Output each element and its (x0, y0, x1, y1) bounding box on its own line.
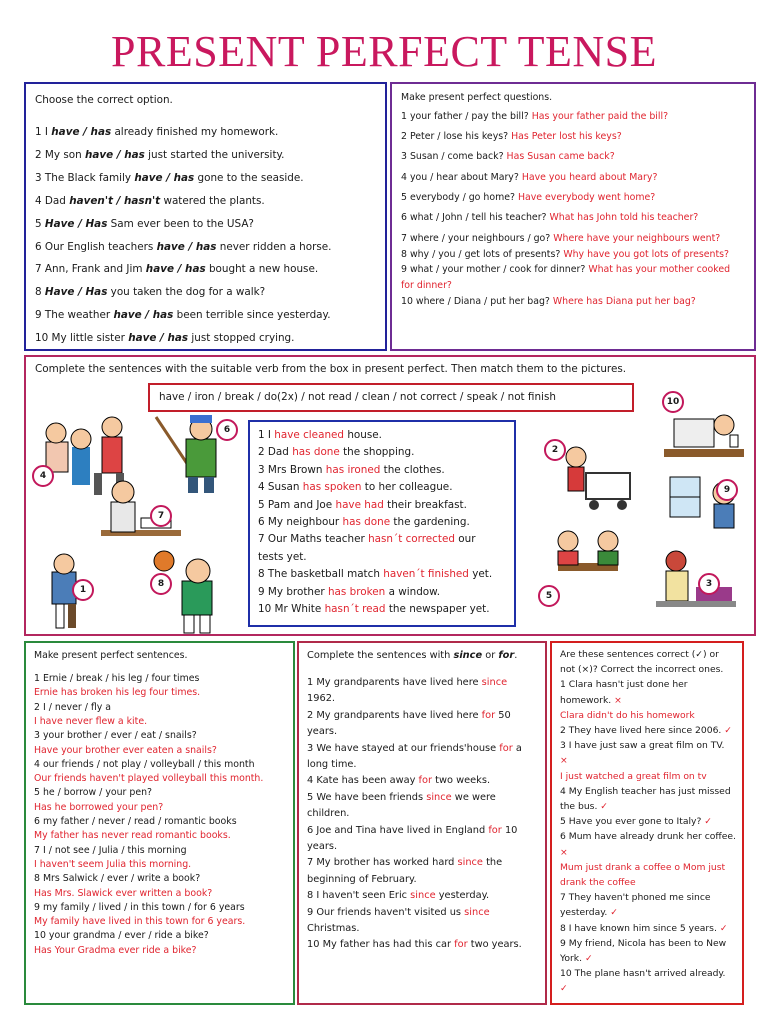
item-text: a (512, 742, 522, 754)
sentence-line (307, 808, 349, 819)
sentence-line (560, 938, 726, 949)
exercise-item (35, 195, 265, 207)
sentence-line (560, 877, 636, 888)
question-prompt: 3 Susan / come back? (401, 151, 507, 162)
sentence-line (307, 743, 522, 754)
sentence-line (307, 693, 335, 704)
item-text: the clothes. (380, 463, 445, 476)
answer-text: Has Mrs. Slawick ever written a book? (34, 887, 213, 899)
since-for-answer: since (457, 857, 483, 869)
sentence-prompt (34, 930, 209, 941)
item-text: 10 (501, 824, 518, 836)
item-text: 9 My brother (258, 585, 328, 598)
verb-answer: has spoken (302, 481, 362, 494)
sentence-line (560, 831, 736, 842)
question-prompt: 4 you / hear about Mary? (401, 172, 522, 183)
item-text: 4 Susan (258, 481, 303, 494)
sentence-line (560, 953, 593, 964)
correction-mark: drank the coffee (560, 877, 636, 888)
answer-text: Have your brother ever eaten a snails? (34, 744, 217, 756)
exercise-item (35, 286, 265, 298)
exercise-complete-verbs (24, 355, 756, 636)
shopping-cart-illustration (556, 437, 646, 517)
item-text: watered the plants. (160, 194, 265, 207)
prompt-text: 1 Ernie / break / his leg / four times (34, 673, 200, 684)
question-answer: for dinner? (401, 280, 452, 291)
page-title: PRESENT PERFECT TENSE (111, 27, 657, 76)
item-text: to her colleague. (361, 481, 453, 494)
answer-options: have / has (134, 171, 195, 184)
sentence-prompt (34, 816, 237, 827)
question-answer: Why have you got lots of presents? (563, 249, 729, 260)
exercise-item (401, 249, 729, 260)
item-text: yesterday. (560, 907, 611, 919)
item-text: the shopping. (339, 446, 415, 459)
exercise-item (35, 172, 304, 184)
item-text: not (×)? Correct the incorrect ones. (560, 664, 724, 676)
correction-mark: ✓ (704, 816, 712, 828)
item-text: 6 My neighbour (258, 516, 343, 528)
sentence-line (307, 759, 357, 770)
exercise-instruction: Complete the sentences with since or for. (307, 650, 518, 661)
exercise-make-questions (390, 82, 756, 351)
item-text: 1 I (35, 126, 52, 138)
sentence-line (560, 786, 731, 797)
verb-answer: have had (335, 498, 384, 511)
item-text: 7 They haven't phoned me since (560, 892, 711, 904)
sentence-line (307, 874, 417, 885)
verb-answer: have cleaned (274, 429, 345, 441)
verb-answer: has done (292, 446, 340, 459)
exercise-item (401, 192, 655, 203)
exercise-item (35, 241, 331, 253)
correction-mark: ✓ (560, 983, 568, 995)
sentence-answer (34, 773, 263, 784)
item-text: 7 My brother has worked hard (307, 857, 458, 869)
question-answer: What has your mother cooked (588, 264, 731, 275)
sentence-line (560, 695, 622, 706)
item-text: 10 Mr White (258, 603, 325, 615)
sentence-prompt (34, 673, 199, 684)
exercise-item (258, 516, 470, 528)
sentence-line (560, 801, 608, 812)
correction-mark: × (560, 755, 568, 767)
sentence-line (307, 710, 511, 721)
question-answer: Where have your neighbours went? (553, 233, 721, 244)
sentence-answer (34, 687, 200, 698)
item-text: homework. (560, 694, 615, 706)
since-for-answer: for (454, 939, 468, 951)
sentence-line (560, 771, 707, 782)
prompt-text: 8 Mrs Salwick / ever / write a book? (34, 873, 201, 885)
answer-options: Have / Has (44, 286, 108, 299)
prompt-text: 7 I / not see / Julia / this morning (34, 844, 187, 856)
sentence-answer (34, 716, 147, 727)
picture-number-badge: 7 (150, 505, 172, 527)
item-text: 1 Clara hasn't just done her (560, 679, 688, 691)
picture-number-badge: 1 (72, 579, 94, 601)
item-text: 4 Dad (35, 194, 70, 207)
sentence-line (307, 677, 507, 688)
since-for-answer: since (426, 791, 452, 803)
sentence-prompt (34, 873, 200, 884)
sentence-answer (34, 888, 212, 899)
item-text: the (482, 857, 503, 869)
question-prompt: 5 everybody / go home? (401, 192, 518, 203)
exercise-item (258, 551, 307, 563)
exercise-instruction: Choose the correct option. (35, 94, 173, 106)
since-for-answer: for (481, 709, 496, 721)
question-answer: Where has Diana put her bag? (552, 296, 696, 307)
item-text: 2 My son (35, 148, 85, 161)
question-answer: Have you heard about Mary? (521, 172, 658, 183)
picture-number-badge: 2 (544, 439, 566, 461)
exercise-item (401, 172, 657, 183)
sentence-line (560, 968, 725, 979)
item-text: 3 We have stayed at our friends'house (307, 742, 500, 754)
item-text: the gardening. (390, 516, 470, 528)
picture-number-badge: 9 (716, 479, 738, 501)
sentence-line (560, 755, 568, 766)
sentence-line (307, 923, 360, 934)
item-text: just stopped crying. (188, 332, 295, 345)
verb-answer: has ironed (325, 463, 381, 476)
sentence-answer (34, 859, 191, 870)
answer-text: Has he borrowed your pen? (34, 801, 164, 813)
correction-mark: ✓ (584, 953, 593, 964)
exercise-since-for (297, 641, 547, 1005)
exercise-choose-option (24, 82, 387, 351)
item-text: never ridden a horse. (216, 240, 332, 253)
answer-text: My family have lived in this town for 6 years. (34, 916, 246, 928)
correction-mark: Mum just drank a coffee o Mom just (560, 861, 726, 873)
exercise-item (35, 149, 285, 161)
question-answer: Has your father paid the bill? (531, 111, 669, 122)
sentence-prompt (34, 702, 111, 713)
prompt-text: 6 my father / never / read / romantic books (34, 816, 237, 827)
sentence-line (307, 907, 490, 918)
item-text: years. (307, 841, 338, 852)
verb-answer: hasn´t read (324, 603, 386, 615)
item-text: two weeks. (432, 775, 491, 787)
sentence-line (560, 740, 724, 751)
exercise-item (258, 481, 453, 493)
question-prompt: 7 where / your neighbours / go? (401, 233, 554, 244)
item-text: yesterday. (435, 890, 490, 902)
sentence-line (307, 841, 337, 852)
answer-text: I haven't seem Julia this morning. (34, 858, 192, 870)
sentence-answer (34, 745, 217, 756)
exercise-item (401, 296, 696, 307)
item-text: 5 We have been friends (307, 791, 427, 803)
item-text: Are these sentences correct (✓) or (560, 649, 719, 660)
correction-mark: Clara didn't do his homework (560, 709, 695, 721)
item-text: 2 My grandparents have lived here (307, 709, 482, 721)
verb-answer: hasn´t corrected (368, 533, 455, 546)
answer-text: Our friends haven't played volleyball this month. (34, 773, 264, 785)
item-text: yet. (468, 568, 493, 581)
sentence-line (307, 792, 496, 803)
exercise-instruction: Complete the sentences with the suitable verb from the box in present perfect. Then match them to the pictures. (35, 363, 627, 375)
exercise-item (258, 533, 476, 545)
since-for-answer: for (418, 775, 433, 787)
verb-box: have / iron / break / do(2x) / not read / clean / not correct / speak / not finish (148, 383, 634, 412)
sentence-answer (34, 945, 197, 956)
exercise-item (401, 151, 615, 162)
sentence-line (560, 725, 732, 736)
exercise-item (35, 309, 331, 321)
item-text: 8 I haven't seen Eric (307, 890, 411, 902)
exercise-item (258, 568, 492, 580)
sentence-prompt (34, 787, 152, 798)
item-text: 6 Our English teachers (35, 240, 157, 253)
item-text: tests yet. (258, 550, 307, 563)
exercise-item (258, 446, 414, 458)
item-text: 1962. (307, 693, 336, 705)
sentence-prompt (34, 759, 255, 770)
item-text: 9 The weather (35, 309, 114, 322)
exercise-make-sentences (24, 641, 295, 1005)
question-prompt: 9 what / your mother / cook for dinner? (401, 264, 589, 275)
sentence-answer (34, 802, 163, 813)
answer-options: have / has (145, 263, 206, 276)
item-text: children. (307, 808, 350, 820)
picture-number-badge: 10 (662, 391, 684, 413)
question-prompt: 10 where / Diana / put her bag? (401, 296, 553, 307)
exercise-item (35, 263, 318, 275)
item-text: the bus. (560, 801, 601, 812)
sentence-box (248, 420, 516, 627)
item-text: our (454, 533, 476, 546)
item-text: 1 I (258, 429, 275, 441)
item-text: 6 Joe and Tina have lived in England (307, 824, 489, 836)
verb-answer: haven´t finished (383, 568, 469, 581)
since-for-answer: since (410, 890, 436, 902)
answer-options: have / has (85, 148, 145, 161)
item-text: 5 Pam and Joe (258, 498, 336, 511)
item-text: 4 My English teacher has just missed (560, 785, 731, 797)
item-text: 3 I have just saw a great film on TV. (560, 740, 725, 752)
correction-mark: ✓ (600, 801, 608, 812)
sentence-line (560, 923, 728, 934)
item-text: 5 Have you ever gone to Italy? (560, 816, 705, 828)
item-text: 50 (495, 709, 511, 721)
sentence-line (560, 649, 719, 660)
answer-options: have / has (51, 126, 112, 138)
question-prompt: 6 what / John / tell his teacher? (401, 212, 550, 223)
picture-number-badge: 6 (216, 419, 238, 441)
item-text: a window. (385, 585, 441, 598)
item-text: 9 My friend, Nicola has been to New (560, 937, 727, 949)
sentence-line (560, 847, 568, 858)
item-text: house. (344, 429, 382, 441)
answer-text: I have never flew a kite. (34, 715, 148, 727)
prompt-text: 9 my family / lived / in this town / for 6 years (34, 901, 245, 913)
ironing-illustration (646, 547, 746, 627)
item-text: Sam ever been to the USA? (107, 217, 254, 230)
picture-number-badge: 8 (150, 573, 172, 595)
exercise-item (258, 429, 382, 441)
sentence-line (560, 892, 711, 903)
item-text: 10 My father has had this car (307, 939, 455, 951)
exercise-item (401, 264, 730, 275)
exercise-instruction: Make present perfect sentences. (34, 650, 188, 661)
sentence-answer (34, 830, 231, 841)
picture-number-badge: 3 (698, 573, 720, 595)
item-text: 2 Dad (258, 446, 293, 459)
correction-mark: × (560, 846, 568, 858)
item-text: 8 I have known him since 5 years. (560, 922, 720, 934)
question-prompt: 8 why / you / get lots of presents? (401, 249, 564, 260)
sentence-line (560, 862, 725, 873)
sentence-answer (34, 916, 245, 927)
exercise-item (258, 464, 445, 476)
item-text: two years. (467, 939, 522, 951)
answer-options: Have / Has (44, 217, 108, 230)
prompt-text: 3 your brother / ever / eat / snails? (34, 730, 197, 742)
answer-options: have / has (156, 240, 217, 253)
exercise-correct-or-not (550, 641, 744, 1005)
sentence-line (307, 775, 490, 786)
item-text: 6 Mum have already drunk her coffee. (560, 831, 736, 843)
sentence-line (307, 726, 337, 737)
item-text: 5 (35, 217, 45, 230)
prompt-text: 10 your grandma / ever / ride a bike? (34, 930, 209, 942)
item-text: 4 Kate has been away (307, 775, 419, 787)
since-for-answer: for (499, 742, 513, 754)
correction-mark: ✓ (724, 725, 732, 736)
answer-text: Ernie has broken his leg four times. (34, 687, 201, 699)
picture-number-badge: 4 (32, 465, 54, 487)
question-answer: Have everybody went home? (517, 192, 656, 203)
exercise-item (401, 212, 698, 223)
item-text: 3 The Black family (35, 171, 135, 184)
correction-mark: ✓ (610, 907, 618, 919)
question-prompt: 2 Peter / lose his keys? (401, 131, 512, 142)
sentence-prompt (34, 845, 187, 856)
correction-mark: ✓ (719, 922, 728, 934)
exercise-instruction: Make present perfect questions. (401, 92, 553, 103)
answer-options: haven't / hasn't (69, 194, 161, 207)
question-prompt: 1 your father / pay the bill? (401, 111, 532, 122)
since-for-answer: since (464, 906, 490, 918)
sentence-line (307, 857, 502, 868)
item-text: just started the university. (144, 148, 285, 161)
verb-answer: has done (342, 516, 391, 528)
broken-window-illustration (662, 467, 752, 537)
item-text: 9 Our friends haven't visited us (307, 906, 465, 918)
exercise-item (35, 126, 278, 138)
item-text: their breakfast. (383, 498, 467, 511)
sentence-line (560, 907, 618, 918)
sentence-line (560, 710, 695, 721)
exercise-item (258, 586, 440, 598)
correction-mark: I just watched a great film on tv (560, 770, 707, 782)
sentence-line (307, 939, 522, 950)
correction-mark: × (614, 694, 622, 706)
item-text: 3 Mrs Brown (258, 463, 326, 476)
answer-options: have / has (113, 309, 174, 322)
sentence-line (560, 679, 688, 690)
exercise-item (401, 111, 668, 122)
item-text: we were (451, 791, 496, 803)
since-for-answer: since (481, 677, 508, 688)
item-text: 8 The basketball match (258, 568, 384, 581)
question-answer: Has Peter lost his keys? (511, 131, 622, 142)
exercise-item (35, 218, 254, 230)
exercise-item (401, 131, 622, 142)
sentence-line (560, 983, 568, 994)
sentence-line (307, 825, 517, 836)
item-text: you taken the dog for a walk? (107, 286, 266, 299)
item-text: 7 Our Maths teacher (258, 533, 369, 546)
exercise-item (401, 280, 452, 291)
item-text: 2 They have lived here since 2006. (560, 725, 725, 736)
prompt-text: 4 our friends / not play / volleyball / this month (34, 758, 255, 770)
item-text: gone to the seaside. (194, 171, 304, 184)
verb-answer: has broken (327, 585, 386, 598)
exercise-item (258, 603, 490, 615)
item-text: been terrible since yesterday. (173, 309, 331, 322)
item-text: 10 The plane hasn't arrived already. (560, 968, 726, 980)
sentence-prompt (34, 902, 245, 913)
answer-options: have / has (128, 332, 189, 345)
since-for-answer: for (488, 824, 502, 836)
picture-number-badge: 5 (538, 585, 560, 607)
sentence-line (307, 890, 489, 901)
item-text: already finished my homework. (111, 126, 279, 138)
answer-text: Has Your Gradma ever ride a bike? (34, 944, 197, 956)
item-text: York. (560, 953, 585, 964)
exercise-item (401, 233, 720, 244)
exercise-item (35, 332, 294, 344)
answer-text: My father has never read romantic books. (34, 830, 231, 842)
exercise-item (258, 499, 467, 511)
sentence-line (560, 816, 712, 827)
item-text: bought a new house. (205, 263, 319, 276)
question-answer: Has Susan came back? (506, 151, 615, 162)
item-text: the newspaper yet. (385, 603, 490, 615)
item-text: 10 My little sister (35, 332, 129, 345)
item-text: 1 My grandparents have lived here (307, 677, 482, 688)
prompt-text: 2 I / never / fly a (34, 701, 112, 713)
question-answer: What has John told his teacher? (549, 212, 699, 223)
item-text: long time. (307, 759, 357, 770)
item-text: beginning of February. (307, 873, 417, 885)
sentence-prompt (34, 730, 197, 741)
prompt-text: 5 he / borrow / your pen? (34, 787, 153, 799)
sentence-line (560, 664, 723, 675)
item-text: Christmas. (307, 923, 360, 934)
item-text: 8 (35, 286, 45, 299)
item-text: years. (307, 726, 338, 738)
item-text: 7 Ann, Frank and Jim (35, 263, 146, 276)
